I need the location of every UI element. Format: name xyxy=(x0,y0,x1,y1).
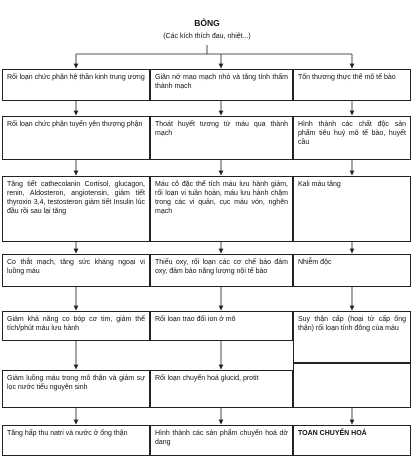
box-c0-r4: Giảm khả năng co bóp cơ tim, giảm thể tích/phút máu lưu hành xyxy=(2,311,150,341)
box-c2-r5 xyxy=(293,363,411,408)
box-c0-r6: Tăng hấp thu natri và nước ở ống thận xyxy=(2,425,150,456)
box-c1-r4: Rối loạn trao đổi ion ở mô xyxy=(150,311,293,341)
diagram-title: BỎNG xyxy=(194,18,220,28)
box-c1-r6: Hình thành các sản phẩm chuyển hoá dở dang xyxy=(150,425,293,456)
box-c0-r1: Rối loạn chức phận tuyến yên thượng phận xyxy=(2,116,150,160)
box-c2-r4: Suy thận cấp (hoại tử cấp ống thận) rối loạn tính đông của máu xyxy=(293,311,411,363)
box-c1-r3: Thiếu oxy, rối loạn các cơ chế bảo đảm oxy, đảm bảo năng lượng nội tế bào xyxy=(150,254,293,287)
box-c1-r2: Máu cô đặc thể tích máu lưu hành giảm, rối loạn vi tuần hoàn, máu lưu hành chậm trong các vi quản, cục máu vón, nghẽn mạch xyxy=(150,176,293,242)
box-c2-r3: Nhiễm độc xyxy=(293,254,411,287)
box-c1-r5: Rối loạn chuyển hoá glucid, protit xyxy=(150,370,293,408)
box-c0-r2: Tăng tiết cathecolanin Cortisol, glucagon, renin, Aldosteron, angiotensin, giảm tiết thyroxin 3,4, testosteron giảm tiết Insulin lúc đầu rồi sau lại tăng xyxy=(2,176,150,242)
diagram-subtitle: (Các kích thích đau, nhiệt...) xyxy=(163,33,251,40)
box-c1-r1: Thoát huyết tương từ máu qua thành mạch xyxy=(150,116,293,160)
box-c0-r3: Co thắt mạch, tăng sức kháng ngoại vi luồng máu xyxy=(2,254,150,287)
box-c1-r0: Giãn nở mao mạch nhỏ và tăng tính thấm thành mạch xyxy=(150,69,293,101)
box-c2-r6: TOAN CHUYỂN HOÁ xyxy=(293,425,411,456)
box-c2-r1: Hình thành các chất độc sản phẩm tiêu huỷ mô tế bào, huyết cầu xyxy=(293,116,411,160)
box-c2-r2: Kali máu tăng xyxy=(293,176,411,242)
box-c0-r5: Giảm luồng máu trong mô thận và giảm sự lọc nước tiểu nguyên sinh xyxy=(2,370,150,408)
box-c2-r0: Tổn thương thực thể mô tế bào xyxy=(293,69,411,101)
box-c0-r0: Rối loạn chức phận hệ thần kinh trung ương xyxy=(2,69,150,101)
